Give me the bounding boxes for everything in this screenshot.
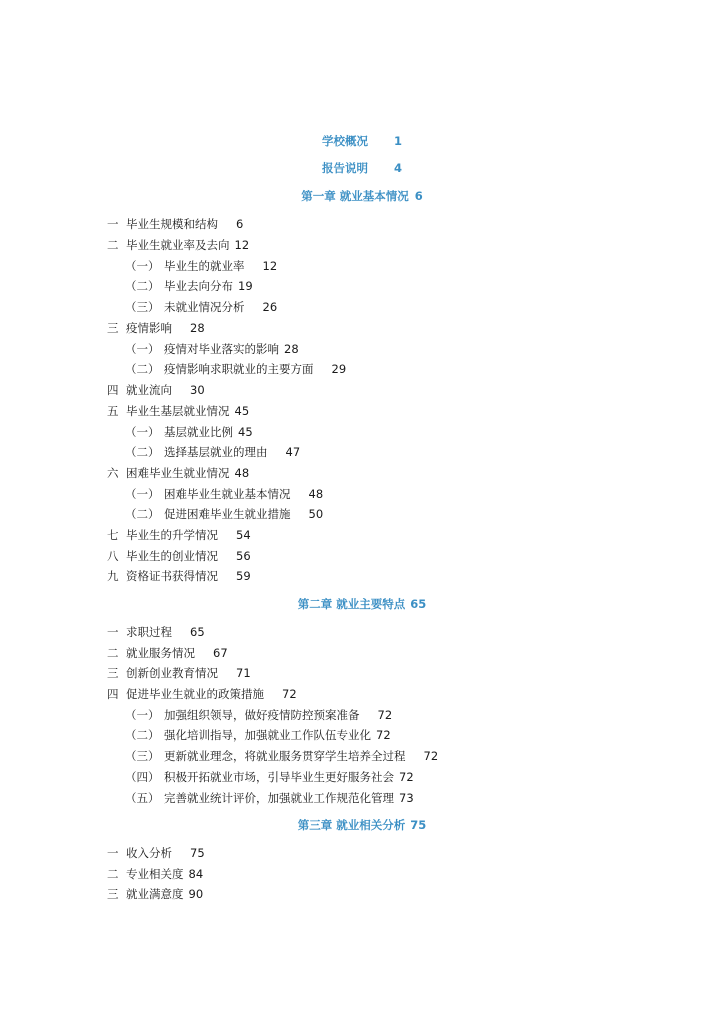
toc-item-number: 一: [107, 846, 119, 860]
toc-item-number: （三）: [125, 300, 160, 314]
toc-item[interactable]: [107, 404, 249, 418]
toc-subitem[interactable]: [125, 749, 438, 763]
toc-item[interactable]: [107, 687, 297, 701]
toc-item-title: 疫情影响: [126, 321, 172, 335]
toc-item-page: 90: [188, 887, 204, 901]
toc-item-title: 疫情影响求职就业的主要方面: [164, 362, 314, 376]
toc-item-page: 72: [282, 687, 297, 701]
toc-item-number: （一）: [125, 425, 160, 439]
toc-item-page: 45: [238, 425, 253, 439]
toc-item-title: 专业相关度: [126, 867, 184, 881]
toc-item[interactable]: [107, 321, 205, 335]
toc-item[interactable]: [107, 846, 205, 860]
toc-item-page: 48: [308, 487, 324, 501]
toc-item-title: 困难毕业生就业基本情况: [164, 487, 291, 501]
toc-item-title: 资格证书获得情况: [126, 569, 218, 583]
toc-item[interactable]: [107, 569, 251, 583]
toc-item[interactable]: [107, 238, 249, 252]
toc-item[interactable]: [107, 666, 251, 680]
toc-chapter-title: 第一章 就业基本情况: [301, 189, 409, 203]
toc-heading-school-overview[interactable]: [0, 134, 724, 148]
toc-item[interactable]: [107, 867, 203, 881]
toc-item[interactable]: [107, 887, 203, 901]
toc-item-page: 59: [236, 569, 251, 583]
toc-item-number: （五）: [125, 791, 160, 805]
toc-subitem[interactable]: [125, 791, 414, 805]
toc-heading-title: 学校概况: [321, 134, 368, 148]
toc-chapter-page: 75: [410, 818, 427, 832]
toc-item-page: 26: [262, 300, 278, 314]
toc-subitem[interactable]: [125, 362, 346, 376]
toc-item-number: （四）: [125, 770, 160, 784]
toc-item-title: 强化培训指导，加强就业工作队伍专业化: [164, 728, 371, 742]
toc-item[interactable]: [107, 528, 251, 542]
toc-item[interactable]: [107, 466, 249, 480]
toc-item-title: 促进困难毕业生就业措施: [164, 507, 291, 521]
toc-subitem[interactable]: [125, 507, 323, 521]
toc-item-title: 促进毕业生就业的政策措施: [126, 687, 264, 701]
toc-item-page: 48: [234, 466, 250, 480]
toc-item-title: 完善就业统计评价，加强就业工作规范化管理: [164, 791, 394, 805]
toc-item-title: 基层就业比例: [164, 425, 233, 439]
toc-item-page: 12: [262, 259, 278, 273]
toc-item-title: 求职过程: [126, 625, 172, 639]
toc-item-number: 三: [107, 321, 119, 335]
toc-item-page: 50: [308, 507, 324, 521]
toc-subitem[interactable]: [125, 708, 392, 722]
toc-heading-page: 1: [393, 134, 402, 148]
toc-item-number: （一）: [125, 342, 160, 356]
toc-item-page: 28: [284, 342, 299, 356]
toc-item-page: 72: [423, 749, 439, 763]
toc-subitem[interactable]: [125, 259, 277, 273]
toc-item-page: 6: [236, 217, 244, 231]
toc-item-title: 毕业生的升学情况: [126, 528, 218, 542]
toc-item[interactable]: [107, 646, 228, 660]
toc-item-title: 收入分析: [126, 846, 172, 860]
toc-item-title: 就业满意度: [126, 887, 184, 901]
toc-item-page: 72: [399, 770, 414, 784]
toc-item-page: 19: [238, 279, 253, 293]
toc-subitem[interactable]: [125, 279, 253, 293]
toc-chapter-1[interactable]: [0, 189, 724, 203]
toc-item-page: 56: [236, 549, 251, 563]
toc-subitem[interactable]: [125, 445, 300, 459]
toc-item[interactable]: [107, 217, 243, 231]
toc-item-number: 三: [107, 666, 119, 680]
toc-item-page: 84: [188, 867, 204, 881]
toc-item-number: 九: [107, 569, 119, 583]
toc-item-number: （一）: [125, 259, 160, 273]
toc-item-number: 六: [107, 466, 119, 480]
toc-item-number: （三）: [125, 749, 160, 763]
toc-chapter-page: 65: [410, 597, 427, 611]
toc-item-title: 毕业生规模和结构: [126, 217, 218, 231]
toc-heading-page: 4: [393, 161, 402, 175]
toc-item-page: 30: [190, 383, 205, 397]
toc-subitem[interactable]: [125, 425, 253, 439]
toc-item-title: 就业服务情况: [126, 646, 195, 660]
toc-item-page: 72: [377, 708, 393, 722]
toc-item-number: 二: [107, 867, 119, 881]
toc-item-title: 毕业生基层就业情况: [126, 404, 230, 418]
toc-heading-title: 报告说明: [321, 161, 368, 175]
toc-item-number: （二）: [125, 362, 160, 376]
toc-item-number: 四: [107, 383, 119, 397]
toc-chapter-title: 第二章 就业主要特点: [297, 597, 406, 611]
toc-item-title: 加强组织领导，做好疫情防控预案准备: [164, 708, 360, 722]
toc-subitem[interactable]: [125, 487, 323, 501]
toc-item-title: 毕业生的创业情况: [126, 549, 218, 563]
toc-item-title: 疫情对毕业落实的影响: [164, 342, 279, 356]
toc-item-number: 二: [107, 646, 119, 660]
toc-chapter-2[interactable]: [0, 597, 724, 611]
toc-item-page: 67: [213, 646, 228, 660]
toc-item-page: 47: [285, 445, 301, 459]
toc-item-title: 毕业生就业率及去向: [126, 238, 230, 252]
toc-item-number: 一: [107, 625, 119, 639]
toc-subitem[interactable]: [125, 770, 414, 784]
toc-item-number: （二）: [125, 445, 160, 459]
toc-chapter-page: 6: [414, 189, 423, 203]
toc-item-number: （一）: [125, 708, 160, 722]
toc-item-page: 54: [236, 528, 251, 542]
toc-item-title: 困难毕业生就业情况: [126, 466, 230, 480]
toc-item[interactable]: [107, 383, 205, 397]
toc-item-number: （二）: [125, 507, 160, 521]
toc-item-number: 三: [107, 887, 119, 901]
toc-item-page: 73: [399, 791, 414, 805]
toc-item-title: 未就业情况分析: [164, 300, 245, 314]
toc-item-number: 七: [107, 528, 119, 542]
toc-item-page: 65: [190, 625, 205, 639]
toc-item-title: 创新创业教育情况: [126, 666, 218, 680]
toc-item-page: 12: [234, 238, 250, 252]
toc-item-page: 72: [376, 728, 391, 742]
toc-item-page: 28: [190, 321, 205, 335]
toc-item-title: 毕业去向分布: [164, 279, 233, 293]
toc-item-number: （一）: [125, 487, 160, 501]
toc-item[interactable]: [107, 625, 205, 639]
toc-item-title: 更新就业理念，将就业服务贯穿学生培养全过程: [164, 749, 406, 763]
toc-subitem[interactable]: [125, 728, 391, 742]
toc-item-number: （二）: [125, 279, 160, 293]
toc-item-page: 29: [331, 362, 347, 376]
toc-item-page: 71: [236, 666, 251, 680]
toc-chapter-3[interactable]: [0, 818, 724, 832]
toc-item-page: 45: [234, 404, 250, 418]
toc-item-number: 二: [107, 238, 119, 252]
toc-item-number: 五: [107, 404, 119, 418]
toc-subitem[interactable]: [125, 300, 277, 314]
toc-item-title: 就业流向: [126, 383, 172, 397]
toc-item-number: 一: [107, 217, 119, 231]
toc-item-title: 毕业生的就业率: [164, 259, 245, 273]
toc-subitem[interactable]: [125, 342, 299, 356]
toc-item-page: 75: [190, 846, 205, 860]
toc-item-number: 四: [107, 687, 119, 701]
toc-chapter-title: 第三章 就业相关分析: [297, 818, 406, 832]
toc-item-title: 积极开拓就业市场，引导毕业生更好服务社会: [164, 770, 394, 784]
toc-heading-report-notes[interactable]: [0, 161, 724, 175]
toc-item-number: （二）: [125, 728, 160, 742]
toc-item[interactable]: [107, 549, 251, 563]
toc-item-title: 选择基层就业的理由: [164, 445, 268, 459]
toc-item-number: 八: [107, 549, 119, 563]
